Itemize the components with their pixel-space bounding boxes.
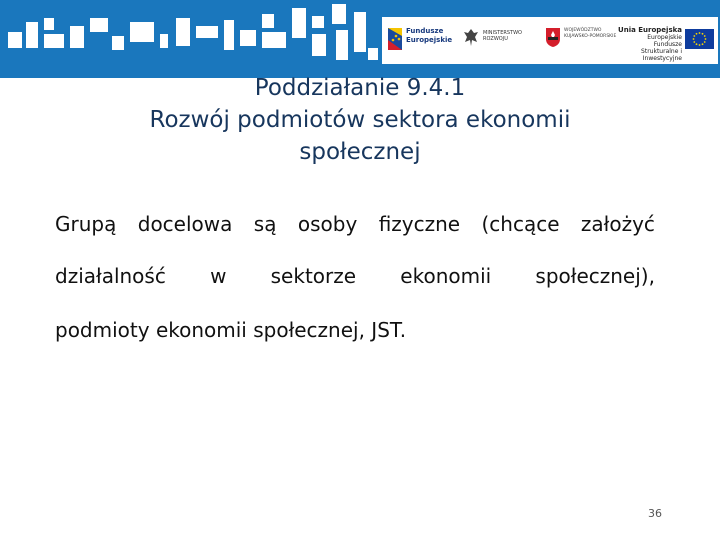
region-line2: KUJAWSKO-POMORSKIE	[564, 34, 617, 39]
word: docelowa	[137, 212, 233, 236]
word: fizyczne	[378, 212, 461, 236]
decorative-square	[312, 16, 324, 28]
decorative-square	[368, 48, 378, 60]
eu-logo-text	[618, 27, 682, 62]
decorative-square	[332, 4, 346, 24]
decorative-square	[130, 22, 154, 42]
eu-flag-icon	[685, 29, 714, 49]
ue-line3: Strukturalne i Inwestycyjne	[641, 48, 682, 62]
slide-title	[60, 72, 660, 168]
word: są	[253, 212, 277, 236]
body-line-3: podmioty ekonomii społecznej, JST.	[55, 318, 407, 342]
eu-funds-logo-text	[406, 27, 452, 45]
decorative-square	[312, 34, 326, 56]
page-number: 36	[648, 507, 662, 520]
decorative-square	[112, 36, 124, 50]
decorative-square	[354, 12, 366, 52]
decorative-square	[240, 30, 256, 46]
decorative-square	[26, 22, 38, 48]
decorative-square	[8, 32, 22, 48]
word: ekonomii	[400, 264, 492, 288]
header-banner	[0, 0, 720, 78]
decorative-square	[224, 20, 234, 50]
funds-line1: Fundusze	[406, 27, 444, 35]
ue-title: Unia Europejska	[618, 26, 682, 34]
title-line-3: społecznej	[299, 139, 421, 165]
decorative-square	[160, 34, 168, 48]
decorative-square	[262, 14, 274, 28]
body-line-1	[55, 212, 655, 236]
word: założyć	[580, 212, 655, 236]
ministry-line1: MINISTERSTWO	[483, 30, 522, 36]
title-line-1: Poddziałanie 9.4.1	[254, 75, 466, 101]
ministry-line2: ROZWOJU	[483, 36, 508, 42]
decorative-square	[336, 30, 348, 60]
word: osoby	[297, 212, 358, 236]
logo-strip	[382, 17, 718, 64]
word: w	[210, 264, 227, 288]
word: Grupą	[55, 212, 117, 236]
region-logo-text	[564, 28, 616, 40]
region-crest-icon	[544, 25, 562, 49]
funds-line2: Europejskie	[406, 36, 453, 44]
ue-line2: Europejskie Fundusze	[647, 34, 682, 48]
word: społecznej),	[535, 264, 655, 288]
decorative-square	[44, 18, 54, 30]
region-line1: WOJEWÓDZTWO	[564, 28, 602, 33]
decorative-square	[196, 26, 218, 38]
decorative-square	[70, 26, 84, 48]
word: sektorze	[270, 264, 357, 288]
decorative-square	[176, 18, 190, 46]
ministry-logo-text	[483, 30, 522, 42]
decorative-square	[262, 32, 286, 48]
word: (chcące	[481, 212, 560, 236]
word: działalność	[55, 264, 166, 288]
decorative-square	[90, 18, 108, 32]
polish-eagle-icon	[462, 26, 480, 50]
decorative-square	[44, 34, 64, 48]
eu-funds-logo-icon	[386, 26, 406, 54]
decorative-square	[292, 8, 306, 38]
body-line-2	[55, 264, 655, 288]
title-line-2: Rozwój podmiotów sektora ekonomii	[149, 107, 571, 133]
